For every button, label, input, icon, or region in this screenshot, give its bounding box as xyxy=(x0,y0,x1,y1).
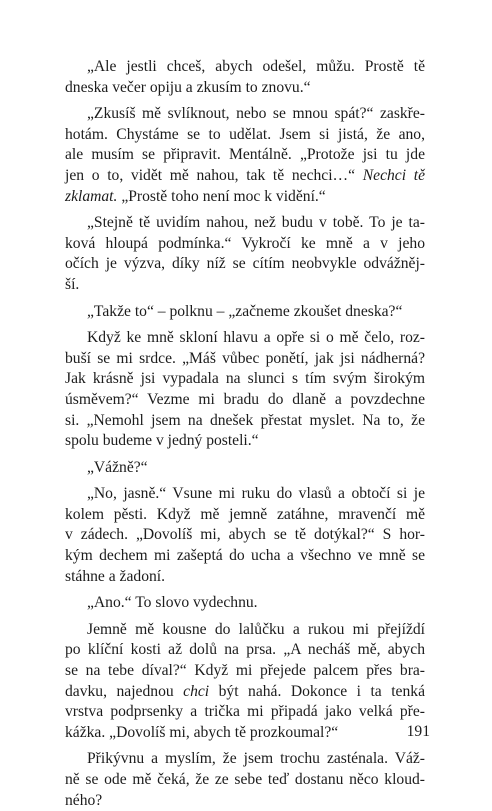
text-line: „Zkusíš mě svlíknout, nebo se mnou spát?“ zaskře- xyxy=(87,105,425,123)
text-line: „Vážně?“ xyxy=(87,458,148,476)
text-line: spolu budeme v jedný posteli.“ xyxy=(65,432,259,450)
text-run: být nahá. Dokonce i ta tenká xyxy=(209,682,425,700)
text-line: „Takže to“ – polknu – „začneme zkoušet dneska?“ xyxy=(87,302,403,320)
text-line: „Ale jestli chceš, abych odešel, můžu. Prostě tě xyxy=(87,58,425,75)
paragraph xyxy=(65,104,425,207)
text-line: buší se mi srdce. „Máš vůbec ponětí, jak jsi nádherná? xyxy=(65,349,425,367)
paragraph xyxy=(65,302,425,323)
paragraph xyxy=(65,749,425,811)
text-line: kážka. „Dovolíš mi, abych tě prozkoumal?“ xyxy=(65,723,339,741)
text-line: „Stejně tě uvidím nahou, než budu v tobě. To je ta- xyxy=(87,214,425,232)
page-number: 191 xyxy=(406,723,430,740)
paragraph xyxy=(65,484,425,587)
italic-text: zklamat. xyxy=(65,187,118,205)
text-line: „Ano.“ To slovo vydechnu. xyxy=(87,594,258,612)
text-line: ší. xyxy=(65,275,80,293)
text-line: dneska večer opiju a zkusím to znovu.“ xyxy=(65,78,311,96)
text-line: úsměvem?“ Vezme mi bradu do dlaně a povzdechne xyxy=(65,390,425,408)
text-run: jen o to, vidět mě nahou, tak tě nechci…“ xyxy=(65,166,363,184)
paragraph xyxy=(65,593,425,614)
text-line: Když ke mně skloní hlavu a opře si o mě čelo, roz- xyxy=(87,329,425,347)
text-line: ně se ode mě čeká, že ze sebe teď dostanu něco kloud- xyxy=(65,771,425,788)
text-line: hotám. Chystáme se to udělat. Jsem si jistá, že ano, xyxy=(65,125,425,143)
text-line: Jemně mě kousne do lalůčku a rukou mi přejíždí xyxy=(87,620,425,638)
text-line: „No, jasně.“ Vsune mi ruku do vlasů a obtočí si je xyxy=(87,485,425,503)
text-line: vrstva podprsenky a trička mi připadá jako velká pře- xyxy=(65,703,425,721)
text-run: „Prostě toho není moc k vidění.“ xyxy=(117,187,326,205)
text-line xyxy=(65,166,425,187)
text-line xyxy=(65,187,425,208)
text-line: Přikývnu a myslím, že jsem trochu zasténala. Váž- xyxy=(87,750,425,768)
text-line: po klíční kosti až dolů na prsa. „A necháš mě, abych xyxy=(65,641,425,659)
body-text xyxy=(65,57,425,811)
text-line xyxy=(65,682,425,703)
paragraph xyxy=(65,328,425,452)
paragraph xyxy=(65,213,425,295)
paragraph xyxy=(65,620,425,744)
text-line: v zádech. „Dovolíš mi, abych se tě dotýkal?“ S hor- xyxy=(65,526,425,544)
text-line: Jak krásně jsi vypadala na slunci s tím svým širokým xyxy=(65,370,425,388)
text-line: kolem pěsti. Když mě jemně zatáhne, mravenčí mě xyxy=(65,505,425,523)
italic-text: chci xyxy=(183,682,210,700)
text-line: si. „Nemohl jsem na dnešek přestat myslet. Na to, že xyxy=(65,411,425,429)
text-line: ková hloupá podmínka.“ Vykročí ke mně a v jeho xyxy=(65,234,425,252)
text-run: davku, najednou xyxy=(65,682,184,700)
text-line: ného? xyxy=(65,791,103,809)
paragraph xyxy=(65,458,425,479)
text-line: očích je výzva, díky níž se cítím neobvykle odvážněj- xyxy=(65,255,425,273)
italic-text: Nechci tě xyxy=(362,166,425,184)
text-line: stáhne a žadoní. xyxy=(65,567,166,585)
text-line: ale musím se připravit. Mentálně. „Protože jsi tu jde xyxy=(65,146,425,164)
paragraph xyxy=(65,57,425,98)
text-line: se na tebe díval?“ Když mi přejede palcem přes bra- xyxy=(65,662,425,680)
text-line: kým dechem mi zašeptá do ucha a všechno ve mně se xyxy=(65,547,425,565)
